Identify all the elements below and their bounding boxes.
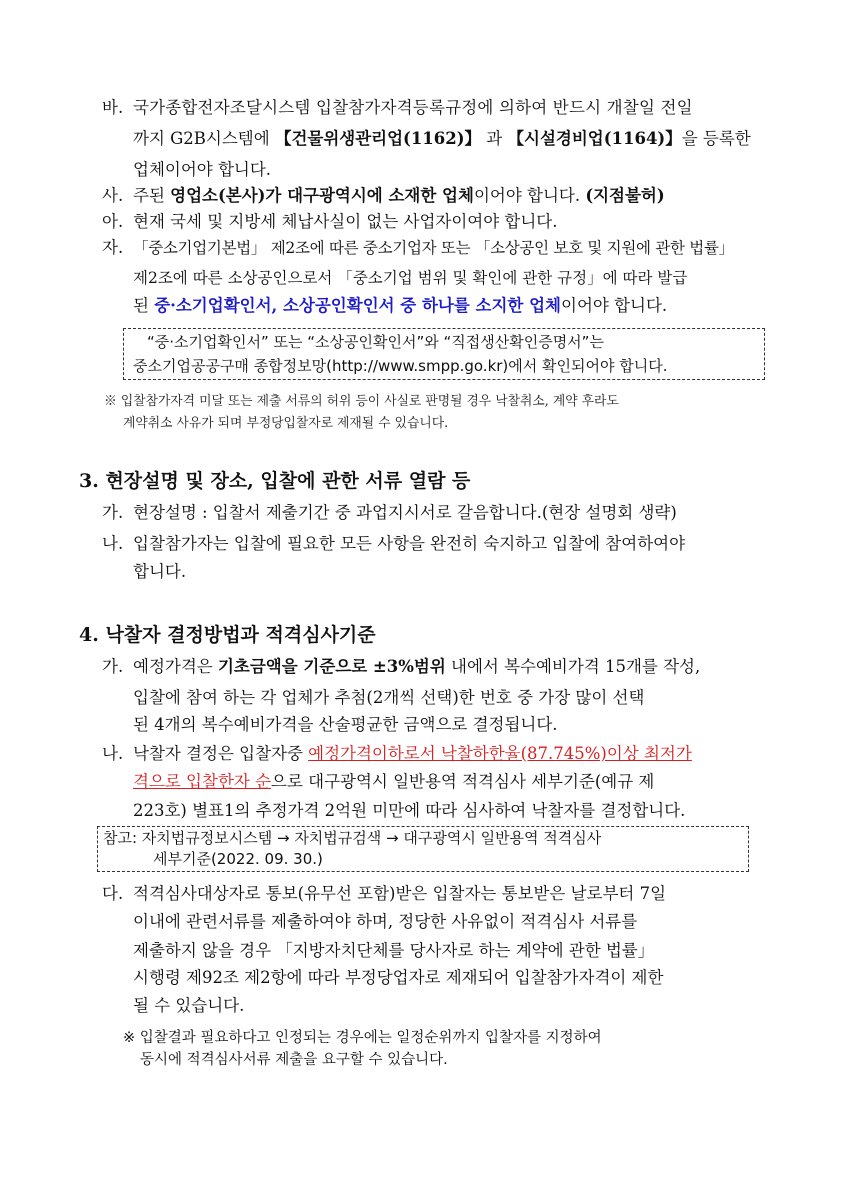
s4-ga-line2: 입찰에 참여 하는 각 업체가 추첨(2개씩 선택)한 번호 중 가장 많이 선택 (133, 688, 645, 707)
item-marker-ba: 바. (102, 98, 124, 117)
s4-marker-na: 나. (102, 744, 124, 763)
section-4-heading: 4. 낙찰자 결정방법과 적격심사기준 (79, 624, 376, 646)
disqualification-note-line2: 계약취소 사유가 되며 부정당입찰자로 제재될 수 있습니다. (123, 416, 449, 431)
certificate-notice-line1: “중·소기업확인서” 또는 “소상공인확인서”와 “직접생산확인증명서”는 (147, 333, 604, 351)
s4-na-line2-post: 으로 대구광역시 일반용역 적격심사 세부기준(예규 제 (271, 772, 655, 791)
s4-ga-line3: 된 4개의 복수예비가격을 산술평균한 금액으로 결정됩니다. (133, 715, 558, 734)
qualification-note-line2: 동시에 적격심사서류 제출을 요구할 수 있습니다. (140, 1052, 448, 1068)
s4-da-line2: 이내에 관련서류를 제출하여야 하며, 정당한 사유없이 적격심사 서류를 (133, 912, 638, 931)
item-marker-ja: 자. (102, 238, 124, 257)
qualification-note-line1: ※ 입찰결과 필요하다고 인정되는 경우에는 일정순위까지 입찰자를 지정하여 (123, 1030, 602, 1046)
item-ba-line2-mid: 과 (481, 129, 508, 148)
s4-da-line3: 제출하지 않을 경우 「지방자치단체를 당사자로 하는 계약에 관한 법률」 (133, 941, 655, 960)
s4-ga-line1-post: 내에서 복수예비가격 15개를 작성, (445, 657, 701, 676)
item-ba-line2-pre: 까지 G2B시스템에 (133, 129, 275, 148)
s4-da-line5: 될 수 있습니다. (133, 996, 245, 1015)
s4-na-line1-pre: 낙찰자 결정은 입찰자중 (133, 744, 309, 763)
item-ba-line2-post: 을 등록한 (681, 129, 751, 148)
item-sa-branch: (지점불허) (585, 186, 665, 205)
s4-ga-range: 기초금액을 기준으로 ±3%범위 (217, 657, 446, 676)
item-ba-line3: 업체이어야 합니다. (133, 160, 272, 179)
s3-ga-text: 현장설명 : 입찰서 제출기간 중 과업지시서로 갈음합니다.(현장 설명회 생략) (133, 503, 677, 522)
item-ja-line3 (133, 294, 667, 318)
item-sa-mid: 이어야 합니다. (473, 186, 586, 205)
item-ja-line3-post: 이어야 합니다. (561, 296, 668, 315)
s4-na-line1 (133, 742, 692, 766)
s4-marker-da: 다. (102, 884, 124, 903)
item-sa-location: 영업소(본사)가 대구광역시에 소재한 업체 (170, 186, 474, 205)
item-ja-line3-pre: 된 (133, 296, 155, 315)
s4-marker-ga: 가. (102, 657, 124, 676)
item-sa-pre: 주된 (133, 186, 171, 205)
s4-ga-line1-pre: 예정가격은 (133, 657, 218, 676)
s4-na-rate-highlight: 예정가격이하로서 낙찰하한율(87.745%)이상 최저가 (308, 744, 692, 763)
item-ja-line1: 「중소기업기본법」 제2조에 따른 중소기업자 또는 「소상공인 보호 및 지원에 관한 법률」 (133, 239, 734, 257)
s4-na-line3: 223호) 별표1의 추정가격 2억원 미만에 따라 심사하여 낙찰자를 결정합니다. (133, 801, 686, 820)
s3-marker-na: 나. (102, 534, 124, 553)
s4-ga-line1 (133, 655, 700, 679)
item-marker-sa: 사. (102, 186, 124, 205)
s3-marker-ga: 가. (102, 503, 124, 522)
item-ba-line2 (133, 127, 751, 151)
certificate-notice-line2: 중소기업공공구매 종합정보망(http://www.smpp.go.kr)에서 확인되어야 합니다. (133, 357, 668, 375)
registration-1162: 【건물위생관리업(1162)】 (274, 129, 482, 148)
s3-na-line1: 입찰참가자는 입찰에 필요한 모든 사항을 완전히 숙지하고 입찰에 참여하여야 (133, 534, 686, 553)
s4-da-line4: 시행령 제92조 제2항에 따라 부정당업자로 제재되어 입찰참가자격이 제한 (133, 968, 664, 987)
s4-da-line1: 적격심사대상자로 통보(유무선 포함)받은 입찰자는 통보받은 날로부터 7일 (133, 884, 667, 903)
disqualification-note-line1: ※ 입찰참가자격 미달 또는 제출 서류의 허위 등이 사실로 판명될 경우 낙찰취소, 계약 후라도 (104, 394, 619, 409)
item-sa-text (133, 184, 665, 208)
s4-na-line2 (133, 770, 654, 794)
item-ja-certificates: 중·소기업확인서, 소상공인확인서 중 하나를 소지한 업체 (154, 296, 561, 315)
registration-1164: 【시설경비업(1164)】 (507, 129, 682, 148)
item-marker-a: 아. (102, 212, 124, 231)
item-ba-line1: 국가종합전자조달시스템 입찰참가자격등록규정에 의하여 반드시 개찰일 전일 (133, 98, 693, 117)
reference-line2: 세부기준(2022. 09. 30.) (153, 850, 323, 868)
section-3-heading: 3. 현장설명 및 장소, 입찰에 관한 서류 열람 등 (79, 470, 471, 492)
s3-na-line2: 합니다. (133, 562, 187, 581)
reference-line1: 참고: 자치법규정보시스템 → 자치법규검색 → 대구광역시 일반용역 적격심사 (103, 829, 602, 847)
item-ja-line2: 제2조에 따른 소상공인으로서 「중소기업 범위 및 확인에 관한 규정」에 따라 발급 (133, 269, 688, 287)
s4-na-order-highlight: 격으로 입찰한자 순 (133, 772, 272, 791)
item-a-text: 현재 국세 및 지방세 체납사실이 없는 사업자이여야 합니다. (133, 212, 558, 231)
